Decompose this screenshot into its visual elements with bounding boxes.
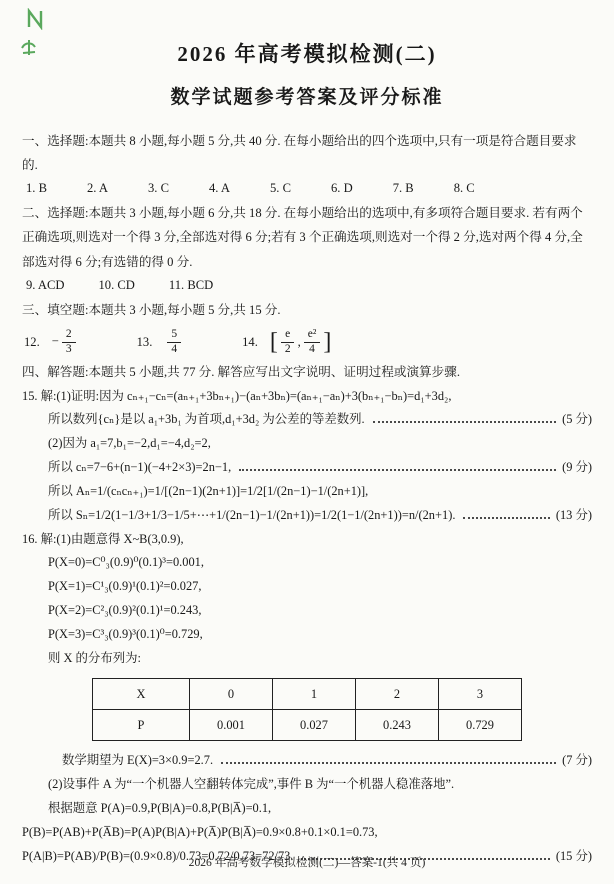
q15-line: (2)因为 a₁=7,b₁=−2,d₁=−4,d₂=2, [48,436,211,451]
denominator: 3 [65,342,72,355]
answer-item: 9. ACD [26,277,65,292]
answer-item: 1. B [26,181,47,196]
section1-answers [22,177,592,201]
q16-line: P(B)=P(AB)+P(A̅B)=P(A)P(B|A)+P(A̅)P(B|A̅)=0.9×0.8+0.1×0.1=0.73, [22,824,378,839]
dotted-leader [239,469,556,471]
distribution-table [92,678,522,741]
score-label: (9 分) [562,460,592,475]
numerator: e² [304,328,321,343]
score-label: (15 分) [555,848,592,863]
answer-item: 6. D [331,181,353,196]
score-label: (5 分) [562,412,592,427]
q15-line: 15. 解:(1)证明:因为 cₙ₊₁−cₙ=(aₙ₊₁+3bₙ₊₁)−(aₙ+3bₙ)=(aₙ₊₁−aₙ)+3(bₙ₊₁−bₙ)=d₁+3d₂, [22,388,452,403]
table-cell: P [93,710,190,741]
dotted-leader [373,421,556,423]
close-bracket: ] [323,329,332,356]
q16-line: 根据题意 P(A)=0.9,P(B|A)=0.8,P(B|A̅)=0.1, [48,801,272,816]
dotted-leader [463,517,549,519]
section4-heading: 四、解答题:本题共 5 小题,共 77 分. 解答应写出文字说明、证明过程或演算步骤. [22,365,460,380]
fraction [281,328,295,357]
page-footer: 2026 年高考数学模拟检测(二)—答案-1(共 4 页) [188,856,426,869]
table-cell: 0 [190,679,273,710]
numerator: e [281,328,294,343]
table-row [93,710,522,741]
q16-line: P(X=1)=C¹₃(0.9)¹(0.1)²=0.027, [48,579,202,594]
answer-item: 7. B [392,181,414,196]
fraction [62,328,76,357]
section3-heading: 三、填空题:本题共 3 小题,每小题 5 分,共 15 分. [22,302,281,317]
table-cell: 0.001 [190,710,273,741]
numerator: 2 [62,328,76,343]
line-text: 所以数列{cₙ}是以 a₁+3b₁ 为首项,d₁+3d₂ 为公差的等差数列. [48,412,365,427]
q15-line: 所以 Aₙ=1/(cₙcₙ₊₁)=1/[(2n−1)(2n+1)]=1/2[1/(2n−1)−1/(2n+1)], [48,483,369,498]
page-title: 2026 年高考模拟检测(二) [177,42,437,66]
q16-line [22,749,592,773]
minus-sign: − [51,334,59,349]
green-stamp-icon [20,38,38,58]
q14-label: 14. [242,334,258,349]
q16-line: P(X=3)=C³₃(0.9)³(0.1)⁰=0.729, [48,626,203,641]
open-bracket: [ [269,329,278,356]
table-cell: 0.027 [273,710,356,741]
section1-heading: 一、选择题:本题共 8 小题,每小题 5 分,共 40 分. 在每小题给出的四个选项中,只有一项是符合题目要求的. [22,134,577,173]
q12-label: 12. [24,334,40,349]
q13-answer [167,328,181,357]
q13-label: 13. [136,334,153,349]
line-text: 数学期望为 E(X)=3×0.9=2.7. [62,753,214,768]
answer-item: 8. C [453,181,475,196]
q14-answer [270,328,331,357]
line-text: P(A|B)=P(AB)/P(B)=(0.9×0.8)/0.73=0.72/0.73=72/73. [22,848,294,863]
q16-line: 16. 解:(1)由题意得 X~B(3,0.9), [22,531,184,546]
answer-item: 5. C [270,181,291,196]
green-stamp-icon [26,8,46,30]
answer-item: 3. C [148,181,169,196]
section3-answers [22,322,592,361]
answer-item: 2. A [87,181,108,196]
fraction [304,328,321,357]
q15-line [22,408,592,432]
table-cell: 0.243 [356,710,439,741]
q16-line: 则 X 的分布列为: [48,650,141,665]
q16-line: (2)设事件 A 为“一个机器人空翻转体完成”,事件 B 为“一个机器人稳准落地”. [48,777,455,792]
score-label: (13 分) [555,507,592,522]
denominator: 4 [309,342,315,355]
section2-heading: 二、选择题:本题共 3 小题,每小题 6 分,共 18 分. 在每小题给出的选项中,有多项符合题目要求. 若有两个正确选项,则选对一个得 3 分,全部选对得 6 分;若有 3 个正确选项,则选对一个得 2 分,选对两个得 4 分,全部选对得 6 分;有选错的得 0 分. [22,206,583,269]
section2-answers [22,274,592,298]
q15-line [22,456,592,480]
table-cell: X [93,679,190,710]
q12-answer [52,328,79,357]
q15-line [22,504,592,528]
table-cell: 3 [439,679,522,710]
q16-line: P(X=0)=C⁰₃(0.9)⁰(0.1)³=0.001, [48,555,204,570]
answer-item: 10. CD [98,277,135,292]
comma: , [297,334,301,349]
line-text: 所以 cₙ=7−6+(n−1)(−4+2×3)=2n−1, [48,460,232,475]
dotted-leader [221,762,556,764]
answer-item: 4. A [209,181,230,196]
denominator: 2 [284,342,291,355]
table-cell: 1 [273,679,356,710]
table-row [93,679,522,710]
page-subtitle: 数学试题参考答案及评分标准 [170,87,444,108]
denominator: 4 [171,342,178,355]
score-label: (7 分) [562,753,592,768]
table-cell: 2 [356,679,439,710]
table-cell: 0.729 [439,710,522,741]
numerator: 5 [167,328,181,343]
answer-item: 11. BCD [168,277,214,292]
q16-line: P(X=2)=C²₃(0.9)²(0.1)¹=0.243, [48,602,202,617]
line-text: 所以 Sₙ=1/2(1−1/3+1/3−1/5+⋯+1/(2n−1)−1/(2n+1))=1/2(1−1/(2n+1))=n/(2n+1). [48,507,456,522]
